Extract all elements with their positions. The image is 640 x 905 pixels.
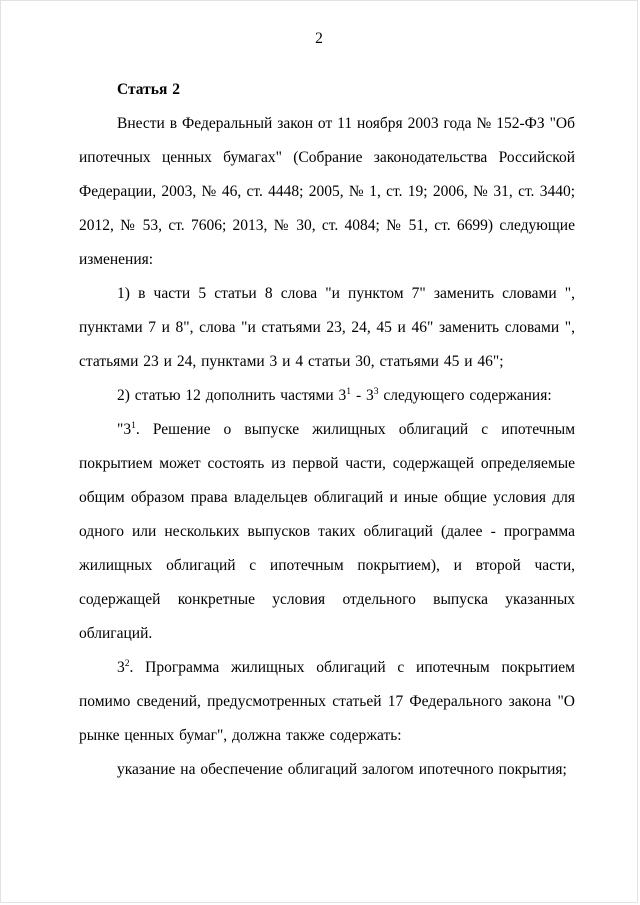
paragraph: [79, 379, 575, 413]
document-content: [1, 73, 637, 787]
paragraph: [79, 651, 575, 753]
paragraph-text: - 3: [351, 387, 374, 404]
paragraph-text: . Программа жилищных облигаций с ипотечным покрытием помимо сведений, предусмотренных статьей 17 Федерального закона "О рынке ценных бумаг", должна также содержать:: [79, 659, 575, 744]
paragraph-text: 3: [117, 659, 125, 676]
paragraph: [79, 413, 575, 651]
paragraph-text: указание на обеспечение облигаций залогом ипотечного покрытия;: [117, 761, 567, 778]
paragraph: [79, 277, 575, 379]
article-heading: [79, 73, 575, 107]
page-number: 2: [315, 30, 323, 47]
superscript-text: 1: [131, 419, 136, 431]
superscript-text: 3: [373, 385, 379, 397]
paragraph-text: "3: [117, 421, 132, 438]
paragraph-text: 2) статью 12 дополнить частями 3: [117, 387, 347, 404]
superscript-text: 2: [124, 657, 130, 669]
paragraph: [79, 107, 575, 277]
superscript-text: 1: [346, 385, 352, 397]
paragraph-text: 1) в части 5 статьи 8 слова "и пунктом 7" заменить словами ", пунктами 7 и 8", слова "и статьями 23, 24, 45 и 46" заменить словами ", статьями 23 и 24, пунктами 3 и 4 статьи 30, статьями 45 и 46";: [79, 285, 575, 370]
paragraph-text: Внести в Федеральный закон от 11 ноября 2003 года № 152-ФЗ "Об ипотечных ценных бумагах" (Собрание законодательства Российской Федерации, 2003, № 46, ст. 4448; 2005, № 1, ст. 19; 2006, № 31, ст. 3440; 2012, № 53, ст. 7606; 2013, № 30, ст. 4084; № 51, ст. 6699) следующие изменения:: [79, 115, 575, 268]
paragraph-text: . Решение о выпуске жилищных облигаций с ипотечным покрытием может состоять из первой части, содержащей определяемые общим образом права владельцев облигаций и иные общие условия для одного или нескольких выпусков таких облигаций (далее - программа жилищных облигаций с ипотечным покрытием), и второй части, содержащей конкретные условия отдельного выпуска указанных облигаций.: [79, 421, 575, 642]
paragraph-text: Статья 2: [117, 81, 180, 98]
paragraph-text: следующего содержания:: [378, 387, 552, 404]
paragraph: [79, 753, 575, 787]
